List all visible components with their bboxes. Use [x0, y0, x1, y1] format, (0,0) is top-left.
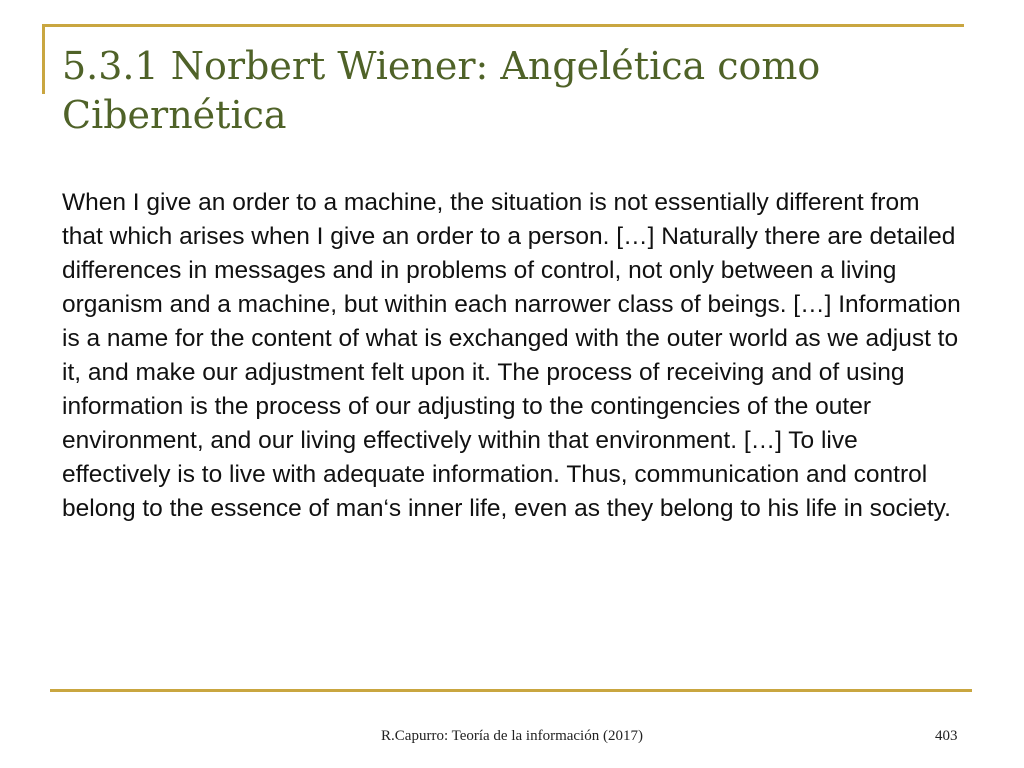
footer-source: R.Capurro: Teoría de la información (2017): [381, 728, 643, 744]
top-vertical-rule: [42, 24, 45, 94]
top-horizontal-rule: [42, 24, 964, 27]
slide-title: 5.3.1 Norbert Wiener: Angelética como Cibernética: [62, 44, 821, 137]
bottom-rule: [50, 689, 972, 692]
page-number: 403: [935, 728, 958, 744]
quote-body: When I give an order to a machine, the situation is not essentially different from that which arises when I give an order to a person. […] Naturally there are detailed differences in messages and in problems of control, not only between a living organism and a machine, but within each narrower class of beings. […] Information is a name for the content of what is exchanged with the outer world as we adjust to it, and make our adjustment felt upon it. The process of receiving and of using information is the process of our adjusting to the contingencies of the outer environment, and our living effectively within that environment. […] To live effectively is to live with adequate information. Thus, communication and control belong to the essence of man‘s inner life, even as they belong to his life in society.: [62, 189, 961, 522]
